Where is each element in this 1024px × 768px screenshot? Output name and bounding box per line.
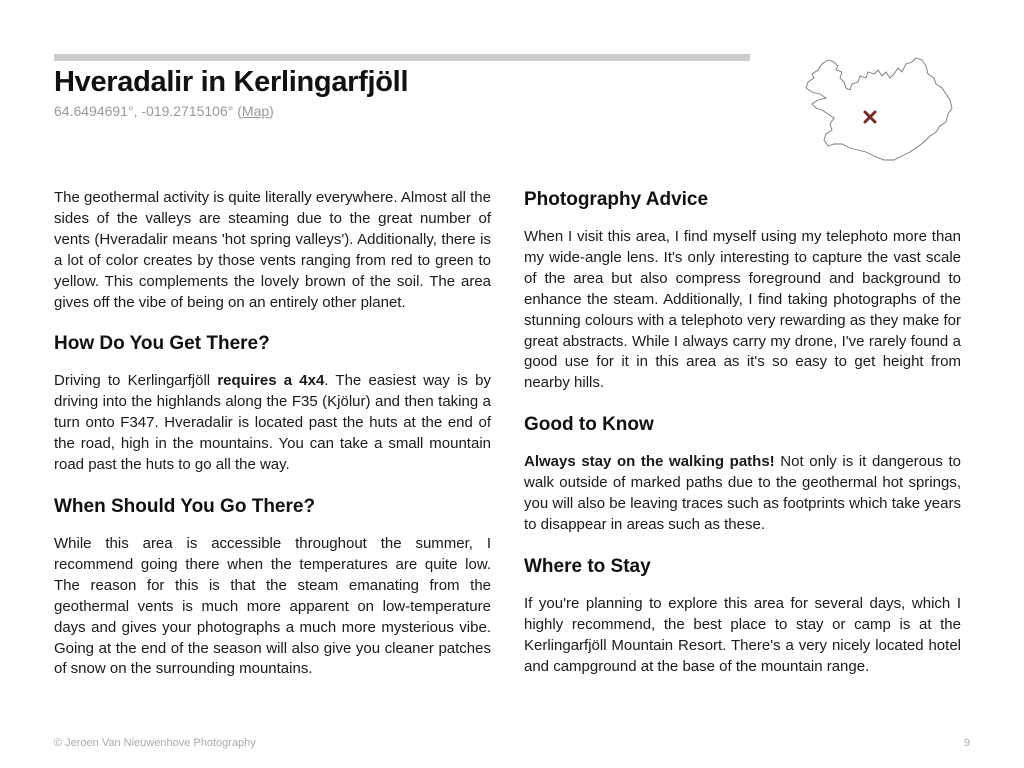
get-there-text-2: . The easiest way is by driving into the highlands along the F35 (Kjölur) and then taking a turn onto F347. Hveradalir is located past the huts at the end of the road, high in the mountains. You can take a small mountain road past the huts to go all the way.	[54, 372, 491, 474]
map-link-close: )	[269, 103, 274, 119]
get-there-text-1: Driving to Kerlingarfjöll	[54, 372, 218, 390]
iceland-outline	[806, 58, 952, 160]
section-text-good-to-know	[524, 452, 961, 536]
page-title: Hveradalir in Kerlingarfjöll	[54, 66, 409, 98]
intro-paragraph: The geothermal activity is quite literally everywhere. Almost all the sides of the valleys are steaming due to the great number of vents (Hveradalir means 'hot spring valleys'). Additionally, there is a lot of color creates by those vents ranging from red to green to yellow. This complements the lovely brown of the soil. The area gives off the vibe of being on an entirely other planet.	[54, 189, 491, 311]
map-link-open: (	[233, 103, 242, 119]
right-column	[524, 187, 961, 696]
good-to-know-bold: Always stay on the walking paths!	[524, 453, 775, 471]
page-number: 9	[963, 737, 970, 749]
map-link[interactable]: Map	[241, 103, 270, 119]
section-text-when: While this area is accessible throughout the summer, I recommend going there when the temperatures are quite low. The reason for this is that the steam emanating from the geothermal vents is much more apparent on low-temperature days and gives your photographs a much more mysterious vibe. Going at the end of the season will also give you cleaner patches of snow on the surrounding mountains.	[54, 534, 491, 678]
section-heading-photography: Photography Advice	[524, 189, 709, 210]
section-heading-get-there: How Do You Get There?	[54, 333, 270, 355]
iceland-map-icon	[798, 52, 958, 164]
get-there-bold: requires a 4x4	[217, 372, 325, 390]
section-heading-when: When Should You Go There?	[54, 495, 316, 517]
left-column	[54, 188, 491, 698]
section-text-get-there	[54, 371, 491, 476]
section-heading-good-to-know: Good to Know	[524, 414, 654, 436]
gps-coordinates	[54, 103, 274, 119]
good-to-know-text: Not only is it dangerous to walk outside of marked paths due to the geothermal hot springs, you will also be leaving traces such as footprints which take years to disappear in areas such as these.	[524, 453, 961, 533]
footer-copyright: © Jeroen Van Nieuwenhove Photography	[54, 737, 256, 749]
header-divider-bar	[54, 54, 750, 61]
section-text-where-to-stay: If you're planning to explore this area for several days, which I highly recommend, the best place to stay or camp is at the Kerlingarfjöll Mountain Resort. There's a very nicely located hotel and campground at the base of the mountain range.	[524, 594, 961, 675]
section-text-photography: When I visit this area, I find myself using my telephoto more than my wide-angle lens. It's only interesting to capture the vast scale of the area but also compress foreground and background to enhance the steam. Additionally, I find taking photographs of the stunning colours with a telephoto very rewarding as they make for great abstracts. While I always carry my drone, I've rarely found a good use for it in this area as it's so easy to get height from nearby hills.	[524, 228, 961, 392]
section-heading-where-to-stay: Where to Stay	[524, 555, 651, 577]
coordinates-text: 64.6494691°, -019.2715106°	[54, 103, 234, 119]
